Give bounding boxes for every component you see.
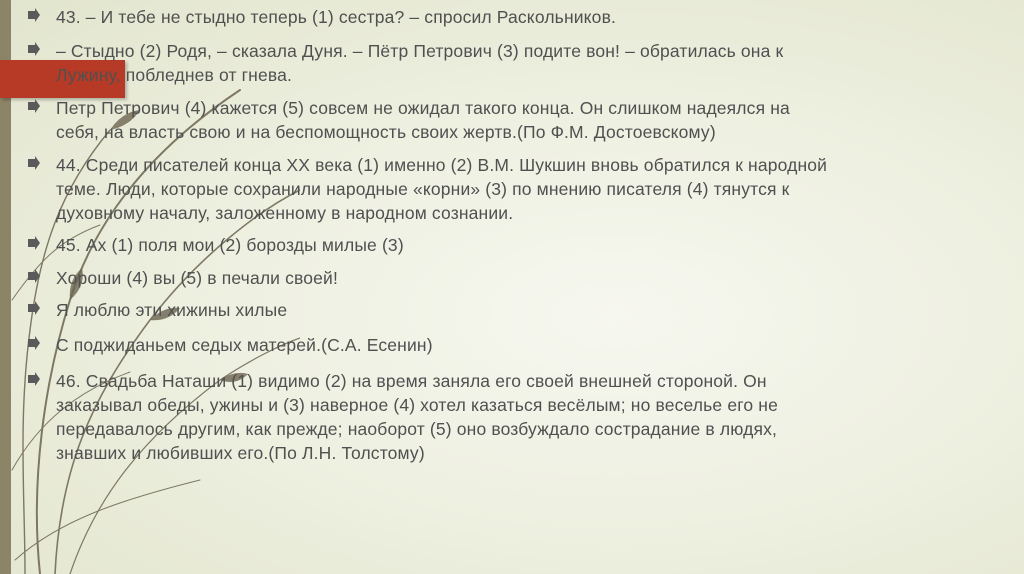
paragraph-line: Лужину, побледнев от гнева. (56, 65, 293, 85)
bullet-paragraph (22, 298, 977, 322)
bullet-paragraph (22, 153, 977, 225)
paragraph-line: 46. Свадьба Наташи (1) видимо (2) на время заняла его своей внешней стороной. Он (56, 371, 767, 391)
arrow-bullet-icon (27, 156, 41, 170)
paragraph-line: заказывал обеды, ужины и (3) наверное (4) хотел казаться весёлым; но веселье его не (56, 395, 778, 415)
paragraph-line: Хороши (4) вы (5) в печали своей! (56, 268, 338, 288)
bullet-paragraph (22, 233, 977, 257)
paragraph-line: теме. Люди, которые сохранили народные «корни» (3) по мнению писателя (4) тянутся к (56, 179, 790, 199)
arrow-bullet-icon (27, 336, 41, 350)
paragraph-line: 45. Ах (1) поля мои (2) борозды милые (3) (56, 235, 404, 255)
arrow-bullet-icon (27, 236, 41, 250)
arrow-bullet-icon (27, 372, 41, 386)
bullet-paragraph (22, 96, 977, 144)
paragraph-line: – Стыдно (2) Родя, – сказала Дуня. – Пётр Петрович (3) подите вон! – обратилась она к (56, 41, 784, 61)
paragraph-line: себя, на власть свою и на беспомощность своих жертв.(По Ф.М. Достоевскому) (56, 122, 716, 142)
bullet-paragraph (22, 39, 977, 87)
paragraph-line: Я люблю эти хижины хилые (56, 300, 288, 320)
bullet-paragraph (22, 369, 977, 465)
bullet-paragraph (22, 5, 977, 29)
arrow-bullet-icon (27, 301, 41, 315)
bullet-paragraph (22, 333, 977, 357)
paragraph-line: знавших и любивших его.(По Л.Н. Толстому) (56, 443, 425, 463)
bullet-paragraph (22, 266, 977, 290)
arrow-bullet-icon (27, 8, 41, 22)
arrow-bullet-icon (27, 99, 41, 113)
paragraph-line: 43. – И тебе не стыдно теперь (1) сестра? – спросил Раскольников. (56, 7, 617, 27)
slide-content (22, 0, 1012, 574)
arrow-bullet-icon (27, 42, 41, 56)
paragraph-line: С поджиданьем седых матерей.(С.А. Есенин) (56, 335, 433, 355)
arrow-bullet-icon (27, 269, 41, 283)
paragraph-line: духовному началу, заложенному в народном сознании. (56, 203, 514, 223)
paragraph-line: 44. Среди писателей конца XX века (1) именно (2) В.М. Шукшин вновь обратился к народной (56, 155, 828, 175)
paragraph-line: передавалось другим, как прежде; наоборот (5) оно возбуждало сострадание в людях, (56, 419, 777, 439)
paragraph-line: Петр Петрович (4) кажется (5) совсем не ожидал такого конца. Он слишком надеялся на (56, 98, 790, 118)
